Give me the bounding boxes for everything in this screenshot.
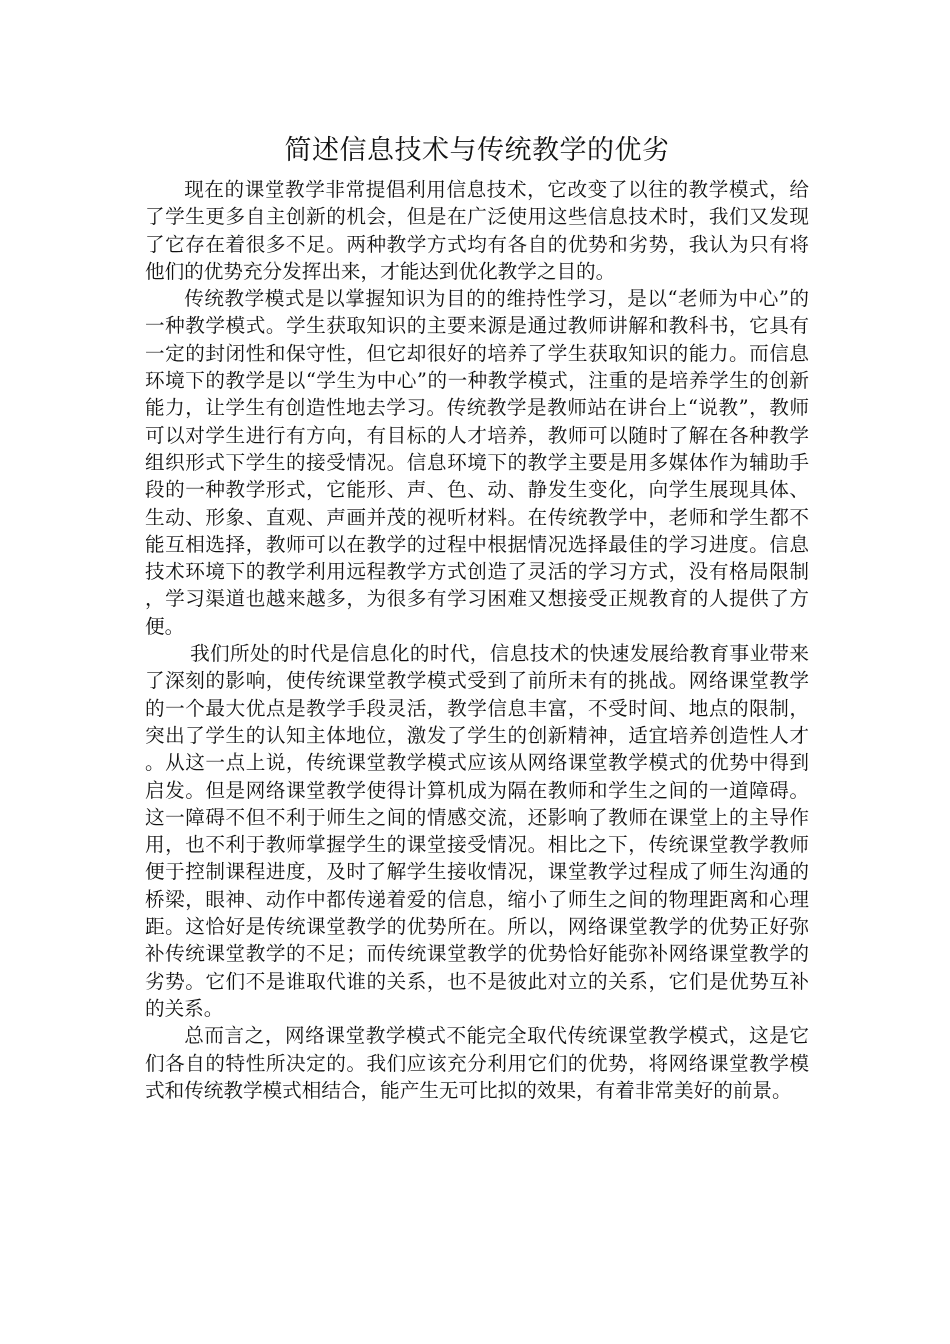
paragraph-intro: 现在的课堂教学非常提倡利用信息技术，它改变了以往的教学模式，给了学生更多自主创新的机会，但是在广泛使用这些信息技术时，我们又发现了它存在着很多不足。两种教学方式均有各自的优势和劣势，我认为只有将他们的优势充分发挥出来，才能达到优化教学之目的。 <box>145 178 809 283</box>
paragraph-traditional-vs-info: 传统教学模式是以掌握知识为目的的维持性学习，是以“老师为中心”的一种教学模式。学生获取知识的主要来源是通过教师讲解和教科书，它具有一定的封闭性和保守性，但它却很好的培养了学生获取知识的能力。而信息环境下的教学是以“学生为中心”的一种教学模式，注重的是培养学生的创新能力，让学生有创造性地去学习。传统教学是教师站在讲台上“说教”，教师可以对学生进行有方向，有目标的人才培养，教师可以随时了解在各种教学组织形式下学生的接受情况。信息环境下的教学主要是用多媒体作为辅助手段的一种教学形式，它能形、声、色、动、静发生变化，向学生展现具体、生动、形象、直观、声画并茂的视听材料。在传统教学中，老师和学生都不能互相选择，教师可以在教学的过程中根据情况选择最佳的学习进度。信息技术环境下的教学利用远程教学方式创造了灵活的学习方式，没有格局限制，学习渠道也越来越多，为很多有学习困难又想接受正规教育的人提供了方便。 <box>145 287 809 638</box>
document-body <box>145 132 809 1104</box>
document-title: 简述信息技术与传统教学的优劣 <box>284 135 670 166</box>
paragraph-network-classroom: 我们所处的时代是信息化的时代，信息技术的快速发展给教育事业带来了深刻的影响，使传统课堂教学模式受到了前所未有的挑战。网络课堂教学的一个最大优点是教学手段灵活，教学信息丰富，不受时间、地点的限制，突出了学生的认知主体地位，激发了学生的创新精神，适宜培养创造性人才。从这一点上说，传统课堂教学模式应该从网络课堂教学模式的优势中得到启发。但是网络课堂教学使得计算机成为隔在教师和学生之间的一道障碍。这一障碍不但不利于师生之间的情感交流，还影响了教师在课堂上的主导作用，也不利于教师掌握学生的课堂接受情况。相比之下，传统课堂教学教师便于控制课程进度，及时了解学生接收情况，课堂教学过程成了师生沟通的桥梁，眼神、动作中都传递着爱的信息，缩小了师生之间的物理距离和心理距。这恰好是传统课堂教学的优势所在。所以，网络课堂教学的优势正好弥补传统课堂教学的不足；而传统课堂教学的优势恰好能弥补网络课堂教学的劣势。它们不是谁取代谁的关系，也不是彼此对立的关系，它们是优势互补的关系。 <box>145 642 809 1020</box>
paragraph-conclusion: 总而言之，网络课堂教学模式不能完全取代传统课堂教学模式，这是它们各自的特性所决定的。我们应该充分利用它们的优势，将网络课堂教学模式和传统教学模式相结合，能产生无可比拟的效果，有着非常美好的前景。 <box>145 1024 809 1102</box>
